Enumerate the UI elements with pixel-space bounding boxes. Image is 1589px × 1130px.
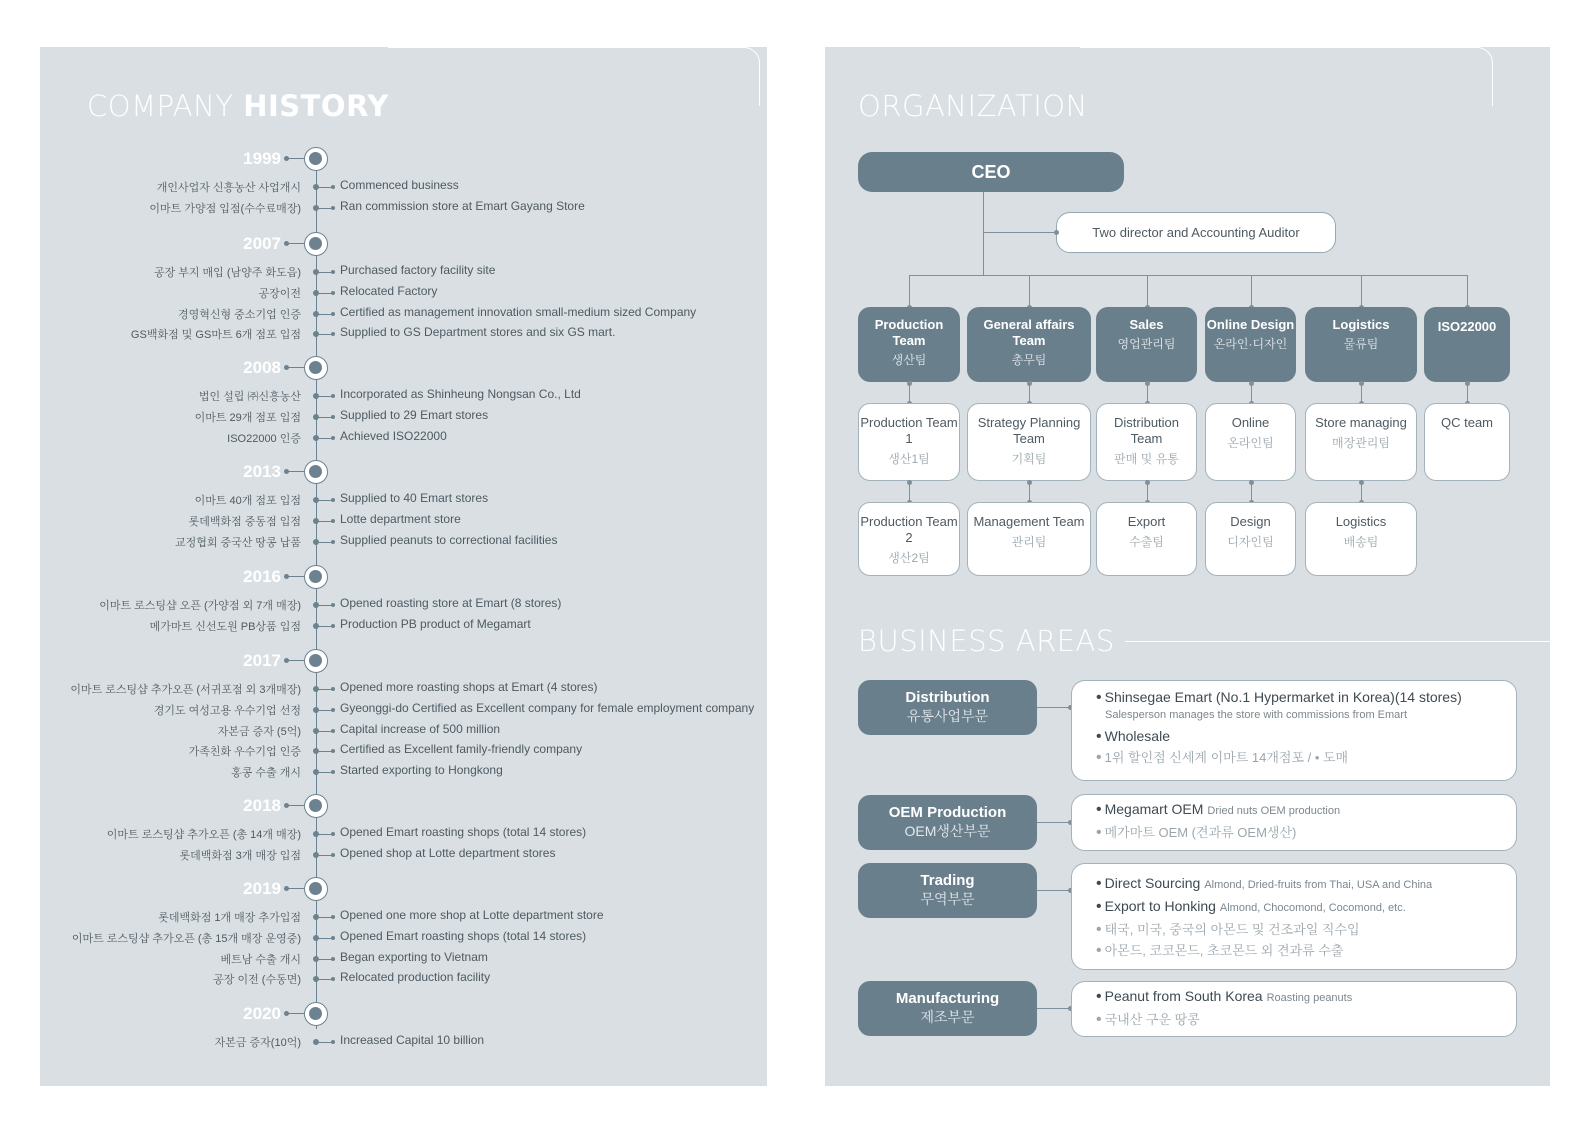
team-korean-name: 디자인팀 xyxy=(1227,535,1274,549)
event-connector xyxy=(319,542,333,543)
event-korean-text: 이마트 가양점 입점(수수료매장) xyxy=(149,202,301,215)
event-english-text: Ran commission store at Emart Gayang Store xyxy=(340,198,585,213)
business-detail-note: Roasting peanuts xyxy=(1266,992,1353,1004)
timeline-event xyxy=(40,721,767,741)
event-connector xyxy=(319,917,333,918)
year-marker-icon xyxy=(304,649,328,673)
department-name: Production Team xyxy=(874,317,944,348)
year-row-2020 xyxy=(40,1002,767,1026)
team-box xyxy=(1096,403,1197,481)
year-marker-icon xyxy=(304,877,328,901)
department-box xyxy=(1305,307,1417,382)
team-name: QC team xyxy=(1440,415,1493,430)
timeline-event xyxy=(40,949,767,969)
timeline-event xyxy=(40,824,767,844)
event-korean-text: 롯데백화점 3개 매장 입점 xyxy=(179,849,301,862)
event-english-text: Relocated production facility xyxy=(340,970,491,985)
event-korean-text: 이마트 로스팅샵 오픈 (가양점 외 7개 매장) xyxy=(99,600,301,612)
event-english-text: Increased Capital 10 billion xyxy=(340,1033,485,1047)
business-detail-note: Almond, Chocomond, Cocomond, etc. xyxy=(1219,902,1406,914)
connector-dot xyxy=(907,480,912,485)
timeline-event xyxy=(40,616,767,636)
business-korean-text: 국내산 구운 땅콩 xyxy=(1104,1012,1200,1027)
timeline-event xyxy=(40,490,767,510)
timeline-event xyxy=(40,741,767,761)
event-english-text: Opened roasting store at Emart (8 stores) xyxy=(340,596,562,610)
team-box xyxy=(967,502,1091,576)
year-marker-icon xyxy=(304,794,328,818)
event-korean-text: ISO22000 인증 xyxy=(227,432,301,445)
business-korean-text: 아몬드, 코코몬드, 초코몬드 외 견과류 수출 xyxy=(1104,943,1344,958)
department-box xyxy=(1424,307,1510,382)
event-korean-text: 개인사업자 신흥농산 사업개시 xyxy=(156,182,301,194)
department-name: ISO22000 xyxy=(1437,319,1497,334)
bullet-icon: • xyxy=(1096,1011,1102,1028)
event-connector xyxy=(319,187,333,188)
business-korean-line xyxy=(1096,1009,1516,1030)
team-name: Production Team 2 xyxy=(860,514,958,545)
history-title-bold: HISTORY xyxy=(243,89,389,123)
timeline-event xyxy=(40,679,767,699)
event-korean-text: 홍콩 수출 개시 xyxy=(231,767,301,780)
business-connector xyxy=(1037,707,1071,708)
business-korean-line xyxy=(1096,747,1516,768)
bullet-icon: • xyxy=(1096,749,1102,766)
timeline-event xyxy=(40,324,767,344)
business-area-label xyxy=(858,863,1037,918)
business-title-line xyxy=(1125,641,1550,642)
event-english-text: Commenced business xyxy=(340,178,459,192)
department-box xyxy=(967,307,1091,382)
event-english-text: Purchased factory facility site xyxy=(340,263,496,277)
year-row-2019 xyxy=(40,877,767,901)
event-english-text: Opened shop at Lotte department stores xyxy=(340,845,556,860)
business-detail-title: Export to Honking xyxy=(1104,898,1216,914)
history-timeline xyxy=(40,47,767,1086)
event-connector xyxy=(319,626,333,627)
timeline-event xyxy=(40,283,767,303)
timeline-event xyxy=(40,262,767,282)
department-korean-name: 생산팀 xyxy=(891,353,927,367)
event-connector xyxy=(319,938,333,939)
team-korean-name: 배송팀 xyxy=(1343,535,1379,549)
business-detail-title: Megamart OEM xyxy=(1104,801,1204,817)
year-marker-icon xyxy=(304,232,328,256)
team-box xyxy=(1205,403,1296,481)
department-bus-line xyxy=(909,275,1467,276)
timeline-event xyxy=(40,1032,767,1052)
event-english-text: Achieved ISO22000 xyxy=(340,428,447,443)
bullet-icon: • xyxy=(1096,988,1102,1005)
event-connector xyxy=(319,208,333,209)
business-detail-line xyxy=(1096,873,1516,896)
team-name: Logistics xyxy=(1335,514,1387,529)
timeline-event xyxy=(40,386,767,406)
history-title-light: COMPANY xyxy=(87,89,234,123)
business-detail-line xyxy=(1096,799,1516,822)
connector-dot xyxy=(907,381,912,386)
event-connector xyxy=(319,710,333,711)
year-row-2008 xyxy=(40,356,767,380)
business-area-details xyxy=(1071,863,1517,970)
event-english-text: Lotte department store xyxy=(340,511,461,526)
team-name: Production Team 1 xyxy=(860,415,958,446)
event-korean-text: 교정협회 중국산 땅콩 납품 xyxy=(174,536,301,549)
bullet-icon: • xyxy=(1096,898,1102,915)
timeline-event xyxy=(40,428,767,448)
department-korean-name: 총무팀 xyxy=(1011,353,1047,367)
bullet-icon: • xyxy=(1096,921,1102,938)
year-label: 2019 xyxy=(243,879,281,898)
business-area-label xyxy=(858,795,1037,850)
connector-dot xyxy=(1249,480,1254,485)
department-drop-line xyxy=(1029,275,1030,307)
event-korean-text: 베트남 수출 개시 xyxy=(220,953,301,966)
event-korean-text: 이마트 29개 점포 입점 xyxy=(194,411,301,424)
event-english-text: Began exporting to Vietnam xyxy=(340,949,488,964)
event-korean-text: 경기도 여성고용 우수기업 선정 xyxy=(153,704,301,717)
connector-dot xyxy=(1145,480,1150,485)
event-connector xyxy=(319,521,333,522)
event-korean-text: 공장 부지 매입 (남양주 화도읍) xyxy=(153,267,301,279)
year-label: 2016 xyxy=(243,567,281,586)
timeline-event xyxy=(40,198,767,218)
timeline-event xyxy=(40,845,767,865)
business-detail-line xyxy=(1096,687,1516,708)
year-marker-icon xyxy=(304,356,328,380)
department-box xyxy=(1096,307,1197,382)
event-connector xyxy=(319,417,333,418)
ceo-box: CEO xyxy=(858,152,1124,192)
business-detail-note: Almond, Dried-fruits from Thai, USA and China xyxy=(1204,879,1433,891)
timeline-event xyxy=(40,907,767,927)
organization-panel xyxy=(825,47,1550,1086)
connector-dot xyxy=(1027,480,1032,485)
business-area-korean-name: 제조부문 xyxy=(920,1009,975,1025)
timeline-event xyxy=(40,532,767,552)
event-english-text: Capital increase of 500 million xyxy=(340,721,501,736)
timeline-event xyxy=(40,928,767,948)
company-history-panel xyxy=(40,47,767,1086)
connector-dot xyxy=(1359,381,1364,386)
department-name: Logistics xyxy=(1332,317,1390,332)
event-korean-text: 공장 이전 (수동면) xyxy=(213,974,301,987)
business-detail-title: Wholesale xyxy=(1104,728,1170,744)
bullet-icon: • xyxy=(1096,728,1102,745)
event-connector xyxy=(319,334,333,335)
year-label: 2013 xyxy=(243,462,281,481)
event-connector xyxy=(319,314,333,315)
event-connector xyxy=(319,731,333,732)
department-drop-line xyxy=(1361,275,1362,307)
year-row-2016 xyxy=(40,565,767,589)
year-marker-icon xyxy=(304,147,328,171)
auditor-box: Two director and Accounting Auditor xyxy=(1056,212,1336,253)
event-english-text: Supplied to 29 Emart stores xyxy=(340,407,489,422)
team-korean-name: 판매 및 유통 xyxy=(1114,452,1179,466)
event-english-text: Started exporting to Hongkong xyxy=(340,763,503,778)
business-korean-text: 1위 할인점 신세계 이마트 14개점포 / • 도매 xyxy=(1104,750,1349,765)
ceo-vertical-line xyxy=(983,192,984,275)
event-english-text: Relocated Factory xyxy=(340,283,438,298)
team-box xyxy=(1205,502,1296,576)
team-box xyxy=(1305,502,1417,576)
event-connector xyxy=(319,772,333,773)
business-detail-title: Peanut from South Korea xyxy=(1104,988,1263,1004)
event-korean-text: 이마트 로스팅샵 추가오픈 (서귀포점 외 3개매장) xyxy=(70,684,301,696)
event-english-text: Supplied to GS Department stores and six GS mart. xyxy=(340,325,616,340)
timeline-event xyxy=(40,304,767,324)
team-name: Export xyxy=(1127,514,1166,529)
business-detail-line xyxy=(1096,726,1516,747)
event-korean-text: 롯데백화점 중동점 입점 xyxy=(188,515,301,528)
event-english-text: Opened one more shop at Lotte department store xyxy=(340,908,604,922)
team-box xyxy=(1424,403,1510,481)
connector-dot xyxy=(1359,480,1364,485)
department-name: Online Design xyxy=(1206,317,1295,332)
event-connector xyxy=(319,396,333,397)
team-korean-name: 기획팀 xyxy=(1011,452,1047,466)
timeline-event xyxy=(40,177,767,197)
timeline-event xyxy=(40,595,767,615)
event-connector xyxy=(319,438,333,439)
event-english-text: Gyeonggi-do Certified as Excellent company for female employment company xyxy=(340,700,755,715)
timeline-event xyxy=(40,407,767,427)
team-name: Management Team xyxy=(973,514,1085,529)
team-korean-name: 생산2팀 xyxy=(888,551,930,565)
business-korean-line xyxy=(1096,919,1516,940)
department-box xyxy=(858,307,960,382)
department-drop-line xyxy=(909,275,910,307)
business-korean-line xyxy=(1096,940,1516,961)
team-box xyxy=(1305,403,1417,481)
business-detail-title: Direct Sourcing xyxy=(1104,875,1201,891)
team-box xyxy=(967,403,1091,481)
event-english-text: Supplied to 40 Emart stores xyxy=(340,491,489,505)
event-korean-text: 법인 설립 ㈜신흥농산 xyxy=(198,391,301,403)
connector-dot xyxy=(1027,381,1032,386)
event-english-text: Opened Emart roasting shops (total 14 stores) xyxy=(340,928,587,943)
event-korean-text: 이마트 로스팅샵 추가오픈 (총 15개 매장 운영중) xyxy=(71,932,301,945)
connector-dot xyxy=(1249,381,1254,386)
business-area-label xyxy=(858,981,1037,1036)
year-marker-icon xyxy=(304,1002,328,1026)
team-name: Store managing xyxy=(1315,415,1407,430)
business-korean-text: 태국, 미국, 중국의 아몬드 및 건조과일 직수입 xyxy=(1104,922,1360,937)
year-label: 1999 xyxy=(243,149,281,168)
business-korean-line xyxy=(1096,822,1516,843)
timeline-event xyxy=(40,700,767,720)
team-korean-name: 수출팀 xyxy=(1129,535,1164,549)
business-detail-subtext: Salesperson manages the store with commissions from Emart xyxy=(1105,709,1408,721)
event-korean-text: 자본금 증자(10억) xyxy=(214,1037,301,1049)
business-area-korean-name: OEM생산부문 xyxy=(904,823,991,839)
event-connector xyxy=(319,272,333,273)
business-area-name: Trading xyxy=(920,872,975,889)
connector-dot xyxy=(1145,381,1150,386)
business-area-name: Manufacturing xyxy=(895,990,1000,1007)
business-area-label xyxy=(858,680,1037,735)
business-areas-title: BUSINESS AREAS xyxy=(858,624,1115,658)
event-connector xyxy=(319,855,333,856)
event-connector xyxy=(319,605,333,606)
team-name: Design xyxy=(1230,514,1271,529)
bullet-icon: • xyxy=(1096,875,1102,892)
event-english-text: Certified as Excellent family-friendly company xyxy=(340,742,583,757)
year-label: 2020 xyxy=(243,1004,281,1023)
department-drop-line xyxy=(1251,275,1252,307)
event-korean-text: 롯데백화점 1개 매장 추가입점 xyxy=(158,912,301,924)
business-connector xyxy=(1037,822,1071,823)
department-box xyxy=(1205,307,1296,382)
year-label: 2007 xyxy=(243,234,281,253)
business-area-details xyxy=(1071,794,1517,851)
department-korean-name: 물류팀 xyxy=(1343,337,1379,351)
business-detail-line xyxy=(1096,986,1516,1009)
business-area-name: Distribution xyxy=(905,689,990,706)
year-row-2007 xyxy=(40,232,767,256)
event-korean-text: 이마트 40개 점포 입점 xyxy=(194,495,301,507)
team-korean-name: 생산1팀 xyxy=(888,452,930,466)
event-korean-text: 공장이전 xyxy=(258,287,301,300)
team-name: Online xyxy=(1231,415,1270,430)
team-korean-name: 온라인팀 xyxy=(1227,436,1274,450)
event-korean-text: 메가마트 신선도원 PB상품 입점 xyxy=(149,620,301,633)
business-detail-line xyxy=(1096,896,1516,919)
year-marker-icon xyxy=(304,460,328,484)
event-english-text: Certified as management innovation small-medium sized Company xyxy=(340,304,697,319)
team-box xyxy=(858,502,960,576)
business-area-korean-name: 유통사업부문 xyxy=(906,708,989,724)
event-connector xyxy=(319,689,333,690)
timeline-event xyxy=(40,511,767,531)
department-korean-name: 영업관리팀 xyxy=(1117,337,1176,351)
event-korean-text: 경영혁신형 중소기업 인증 xyxy=(178,308,301,321)
year-marker-icon xyxy=(304,565,328,589)
business-detail-title: Shinsegae Emart (No.1 Hypermarket in Korea)(14 stores) xyxy=(1104,689,1462,705)
year-label: 2008 xyxy=(243,358,281,377)
department-name: Sales xyxy=(1129,317,1164,332)
business-korean-text: 메가마트 OEM (견과류 OEM생산) xyxy=(1104,825,1297,840)
team-name: Distribution Team xyxy=(1113,415,1180,446)
business-area-korean-name: 무역부문 xyxy=(920,891,975,907)
department-drop-line xyxy=(1147,275,1148,307)
event-connector xyxy=(319,293,333,294)
business-area-name: OEM Production xyxy=(888,804,1007,821)
event-connector xyxy=(319,979,333,980)
team-box xyxy=(1096,502,1197,576)
year-row-2013 xyxy=(40,460,767,484)
business-connector xyxy=(1037,890,1071,891)
event-connector xyxy=(319,834,333,835)
event-connector xyxy=(319,751,333,752)
timeline-event xyxy=(40,762,767,782)
year-row-1999 xyxy=(40,147,767,171)
department-drop-line xyxy=(1467,275,1468,307)
year-label: 2018 xyxy=(243,796,281,815)
team-box xyxy=(858,403,960,481)
event-connector xyxy=(319,500,333,501)
bullet-icon: • xyxy=(1096,824,1102,841)
business-connector xyxy=(1037,1008,1071,1009)
organization-title: ORGANIZATION xyxy=(858,89,1088,123)
bullet-icon: • xyxy=(1096,689,1102,706)
event-english-text: Supplied peanuts to correctional facilities xyxy=(340,532,558,547)
business-area-details xyxy=(1071,981,1517,1037)
department-korean-name: 온라인·디자인 xyxy=(1213,337,1288,351)
event-connector xyxy=(319,1042,333,1043)
event-english-text: Opened Emart roasting shops (total 14 stores) xyxy=(340,825,587,839)
team-name: Strategy Planning Team xyxy=(977,415,1081,446)
bullet-icon: • xyxy=(1096,942,1102,959)
event-korean-text: 이마트 로스팅샵 추가오픈 (총 14개 매장) xyxy=(106,829,301,841)
business-detail-note: Dried nuts OEM production xyxy=(1207,805,1341,817)
team-korean-name: 매장관리팀 xyxy=(1332,436,1390,450)
event-english-text: Incorporated as Shinheung Nongsan Co., Ltd xyxy=(340,387,581,401)
connector-dot xyxy=(1054,230,1059,235)
auditor-connector xyxy=(983,232,1056,233)
team-korean-name: 관리팀 xyxy=(1011,535,1047,549)
timeline-event xyxy=(40,969,767,989)
business-area-details xyxy=(1071,680,1517,781)
event-korean-text: 가족친화 우수기업 인증 xyxy=(188,746,301,759)
event-english-text: Production PB product of Megamart xyxy=(340,616,531,631)
org-chart xyxy=(825,47,1550,607)
event-connector xyxy=(319,959,333,960)
bullet-icon: • xyxy=(1096,801,1102,818)
event-korean-text: GS백화점 및 GS마트 6개 점포 입점 xyxy=(130,329,301,342)
year-row-2018 xyxy=(40,794,767,818)
year-label: 2017 xyxy=(243,651,281,670)
event-korean-text: 자본금 증자 (5억) xyxy=(217,725,301,738)
event-english-text: Opened more roasting shops at Emart (4 stores) xyxy=(340,680,598,694)
year-row-2017 xyxy=(40,649,767,673)
connector-dot xyxy=(1465,381,1470,386)
department-name: General affairs Team xyxy=(983,317,1075,348)
